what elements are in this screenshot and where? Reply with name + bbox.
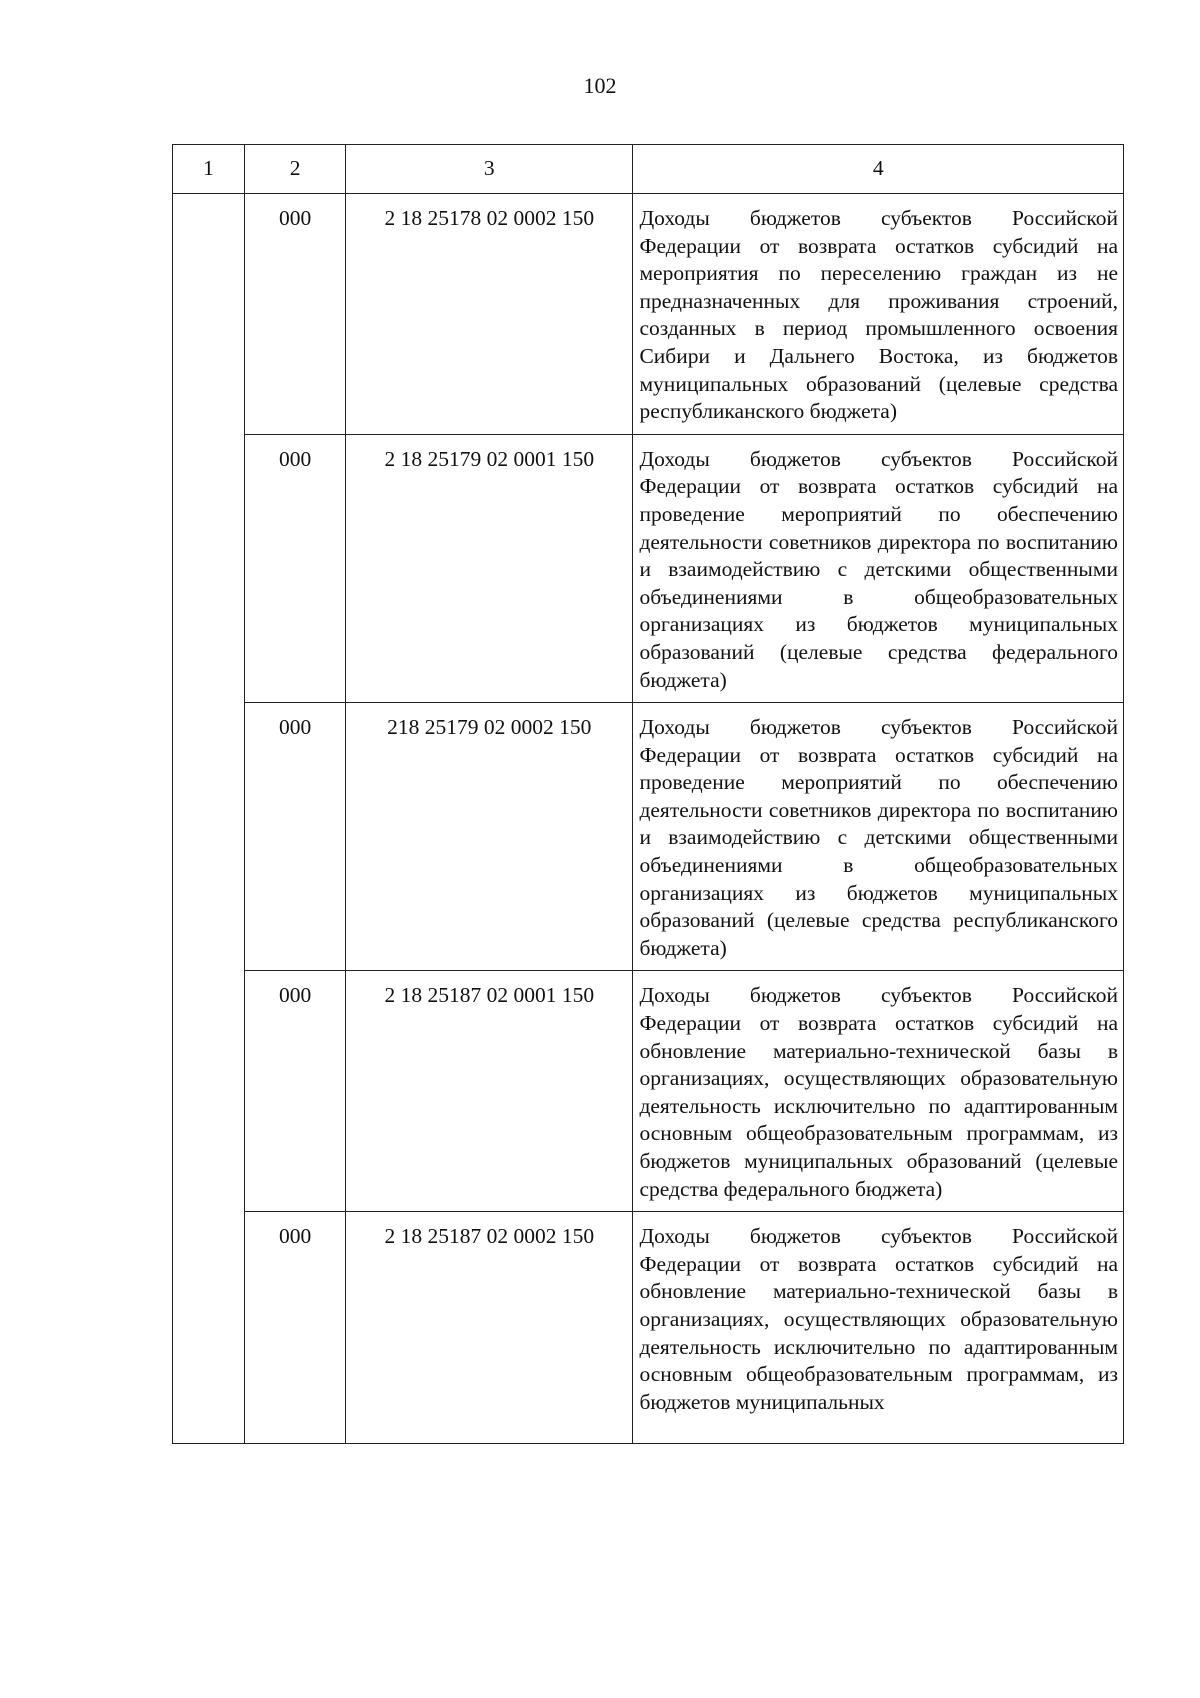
admin-code-cell: 000 xyxy=(245,434,346,702)
admin-code-cell: 000 xyxy=(245,194,346,435)
header-row xyxy=(173,145,1124,194)
income-code-cell: 2 18 25187 02 0002 150 xyxy=(346,1212,633,1444)
header-col-2: 2 xyxy=(245,145,346,194)
income-code-cell: 218 25179 02 0002 150 xyxy=(346,703,633,971)
table-row xyxy=(173,703,1124,971)
description-cell: Доходы бюджетов субъектов Российской Федерации от возврата остатков субсидий на мероприятия по переселению граждан из не предназначенных для проживания строений, созданных в период промышленного освоения Сибири и Дальнего Востока, из бюджетов муниципальных образований (целевые средства республиканского бюджета) xyxy=(633,194,1124,435)
header-col-4: 4 xyxy=(633,145,1124,194)
admin-code-cell: 000 xyxy=(245,703,346,971)
income-code-cell: 2 18 25178 02 0002 150 xyxy=(346,194,633,435)
admin-code-cell: 000 xyxy=(245,971,346,1212)
table-header xyxy=(173,145,1124,194)
column-1-merged-cell xyxy=(173,194,245,1444)
page-number: 102 xyxy=(583,73,617,98)
admin-code-cell: 000 xyxy=(245,1212,346,1444)
table-row xyxy=(173,971,1124,1212)
description-cell: Доходы бюджетов субъектов Российской Федерации от возврата остатков субсидий на проведение мероприятий по обеспечению деятельности советников директора по воспитанию и взаимодействию с детскими общественными объединениями в общеобразовательных организациях из бюджетов муниципальных образований (целевые средства республиканского бюджета) xyxy=(633,703,1124,971)
table-row xyxy=(173,434,1124,702)
description-text: Доходы бюджетов субъектов Российской Федерации от возврата остатков субсидий на обновление материально-технической базы в организациях, осуществляющих образовательную деятельность исключительно по адаптированным основным общеобразовательным программам, из бюджетов муниципальных xyxy=(639,1224,1118,1414)
header-col-3: 3 xyxy=(346,145,633,194)
description-cell: Доходы бюджетов субъектов Российской Федерации от возврата остатков субсидий на проведение мероприятий по обеспечению деятельности советников директора по воспитанию и взаимодействию с детскими общественными объединениями в общеобразовательных организациях из бюджетов муниципальных образований (целевые средства федерального бюджета) xyxy=(633,434,1124,702)
budget-income-table xyxy=(172,144,1124,1444)
header-col-1: 1 xyxy=(173,145,245,194)
income-code-cell: 2 18 25187 02 0001 150 xyxy=(346,971,633,1212)
description-cell xyxy=(633,1212,1124,1444)
table-body xyxy=(173,194,1124,1444)
table-row xyxy=(173,1212,1124,1444)
table-row xyxy=(173,194,1124,435)
description-cell: Доходы бюджетов субъектов Российской Федерации от возврата остатков субсидий на обновление материально-технической базы в организациях, осуществляющих образовательную деятельность исключительно по адаптированным основным общеобразовательным программам, из бюджетов муниципальных образований (целевые средства федерального бюджета) xyxy=(633,971,1124,1212)
income-code-cell: 2 18 25179 02 0001 150 xyxy=(346,434,633,702)
